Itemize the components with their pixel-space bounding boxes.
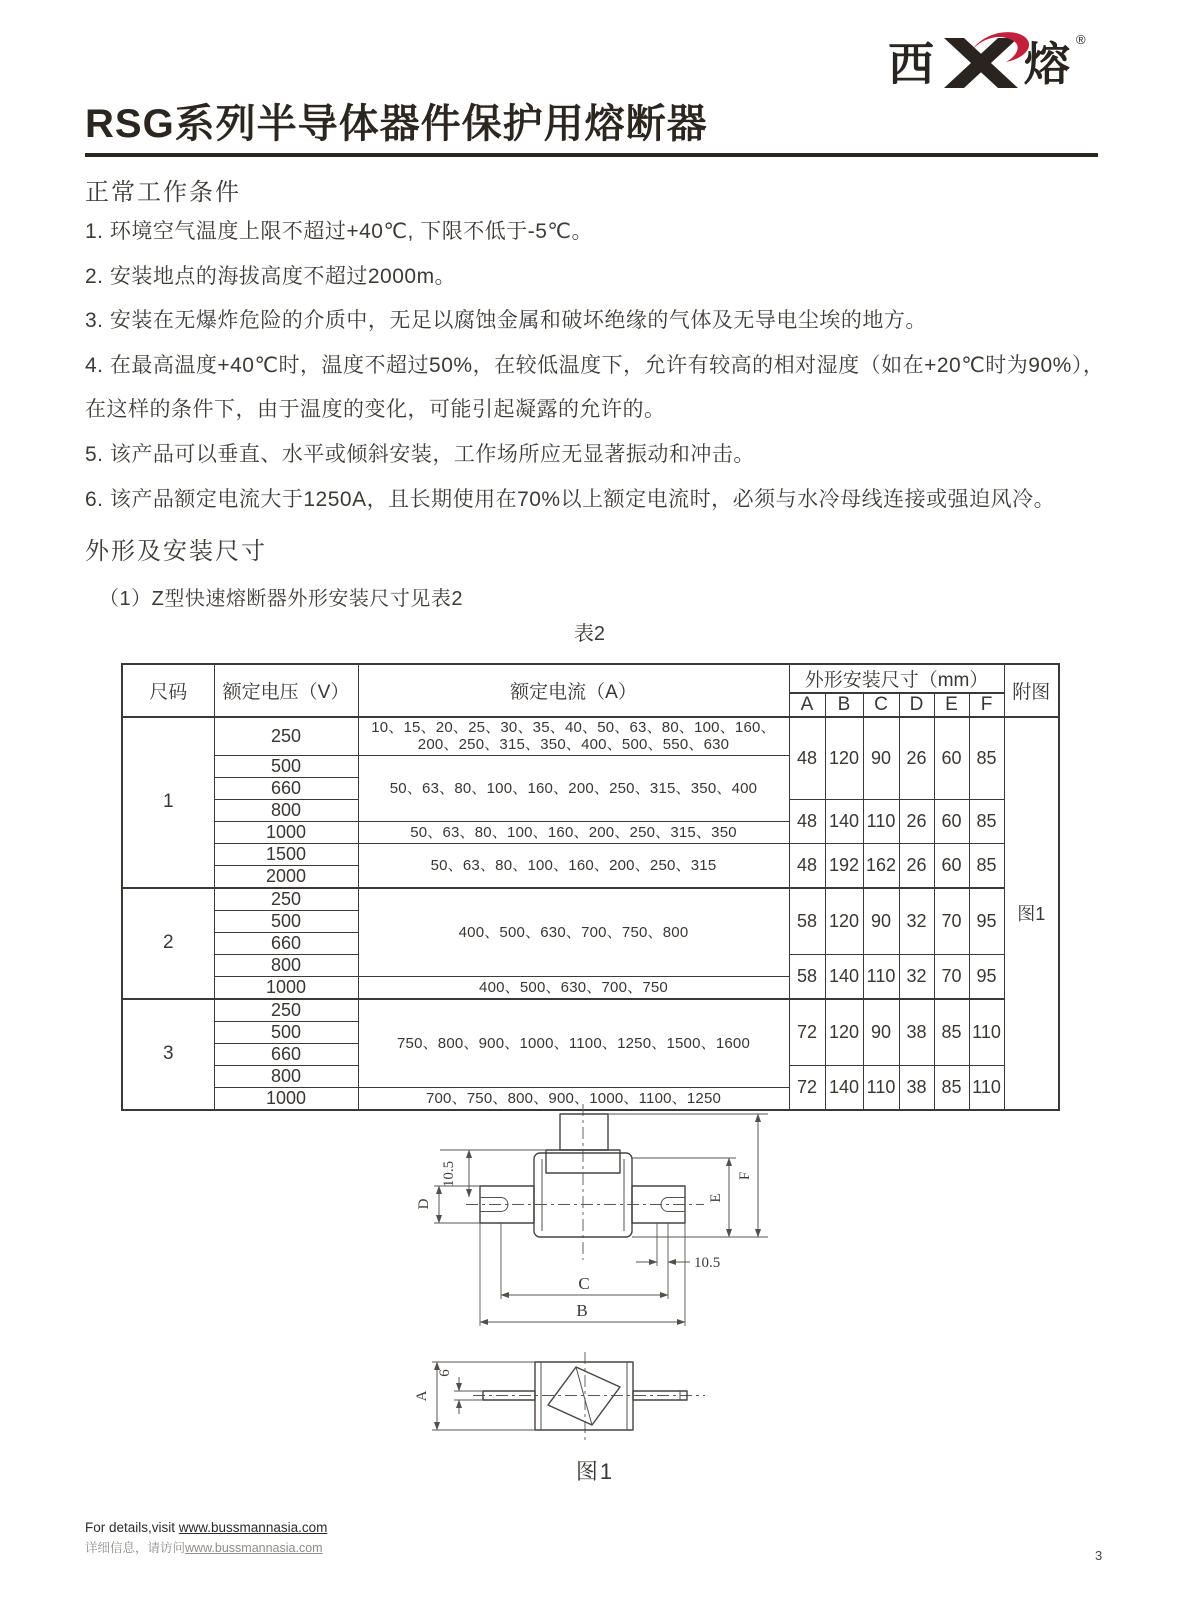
current-cell: 750、800、900、1000、1100、1250、1500、1600 xyxy=(358,999,789,1088)
voltage-cell: 1000 xyxy=(214,976,358,999)
condition-item: 5. 该产品可以垂直、水平或倾斜安装，工作场所应无显著振动和冲击。 xyxy=(85,442,755,466)
dim-value-cell: 85 xyxy=(969,717,1004,799)
dim-value-cell: 85 xyxy=(934,1065,969,1110)
dim-value-cell: 70 xyxy=(934,888,969,955)
dim-label-e: E xyxy=(708,1193,724,1203)
logo-x-mark xyxy=(944,38,1018,88)
col-header-A: A xyxy=(789,693,825,717)
dim-value-cell: 90 xyxy=(863,999,899,1066)
dim-value-cell: 60 xyxy=(934,799,969,843)
size-cell: 3 xyxy=(122,999,214,1110)
conditions-list xyxy=(85,210,1105,522)
col-header-F: F xyxy=(969,693,1004,717)
figure-drawing xyxy=(380,1092,810,1452)
voltage-cell: 660 xyxy=(214,777,358,799)
dim-value-cell: 90 xyxy=(863,888,899,955)
col-header-figure: 附图 xyxy=(1004,664,1059,717)
current-cell: 50、63、80、100、160、200、250、315、350 xyxy=(358,821,789,843)
dim-value-cell: 70 xyxy=(934,954,969,999)
page-footer xyxy=(85,1520,327,1556)
voltage-cell: 800 xyxy=(214,1065,358,1087)
voltage-cell: 500 xyxy=(214,1021,358,1043)
dim-value-cell: 60 xyxy=(934,717,969,799)
dim-value-cell: 58 xyxy=(789,888,825,955)
top-view xyxy=(414,1352,705,1440)
dim-value-cell: 72 xyxy=(789,999,825,1066)
table-note: （1）Z型快速熔断器外形安装尺寸见表2 xyxy=(99,588,463,610)
footer-en-link[interactable]: www.bussmannasia.com xyxy=(178,1520,328,1535)
voltage-cell: 250 xyxy=(214,999,358,1022)
dim-value-cell: 60 xyxy=(934,843,969,888)
page-title: RSG系列半导体器件保护用熔断器 xyxy=(85,102,708,146)
registered-mark: ® xyxy=(1076,32,1086,47)
section-heading-conditions: 正常工作条件 xyxy=(85,179,241,206)
voltage-cell: 1000 xyxy=(214,1087,358,1110)
table-header-row xyxy=(122,664,1059,693)
dim-value-cell: 26 xyxy=(899,799,934,843)
figure-ref-cell: 图1 xyxy=(1004,717,1059,1110)
voltage-cell: 800 xyxy=(214,954,358,976)
col-header-current: 额定电流（A） xyxy=(358,664,789,717)
voltage-cell: 660 xyxy=(214,1043,358,1065)
dim-value-cell: 90 xyxy=(863,717,899,799)
dim-value-cell: 192 xyxy=(825,843,863,888)
table-row xyxy=(122,717,1059,755)
dim-value-cell: 95 xyxy=(969,954,1004,999)
voltage-cell: 250 xyxy=(214,888,358,911)
dim-value-cell: 140 xyxy=(825,1065,863,1110)
dim-value-cell: 85 xyxy=(969,843,1004,888)
figure-caption: 图1 xyxy=(575,1459,615,1484)
current-cell: 700、750、800、900、1000、1100、1250 xyxy=(358,1087,789,1110)
col-header-B: B xyxy=(825,693,863,717)
dim-value-cell: 120 xyxy=(825,717,863,799)
footer-en-prefix: For details,visit xyxy=(85,1520,179,1535)
size-cell: 1 xyxy=(122,717,214,888)
logo-char-left: 西 xyxy=(888,38,934,90)
dim-value-cell: 48 xyxy=(789,843,825,888)
dim-label-b: B xyxy=(576,1301,588,1320)
condition-item: 2. 安装地点的海拔高度不超过2000m。 xyxy=(85,264,457,288)
condition-item: 在这样的条件下，由于温度的变化，可能引起凝露的允许的。 xyxy=(85,398,666,422)
col-header-D: D xyxy=(899,693,934,717)
voltage-cell: 2000 xyxy=(214,865,358,888)
condition-item: 4. 在最高温度+40℃时，温度不超过50%，在较低温度下，允许有较高的相对湿度（如在+20℃时为90%）， xyxy=(85,353,1105,377)
dim-value-cell: 32 xyxy=(899,954,934,999)
current-cell: 400、500、630、700、750 xyxy=(358,976,789,999)
dim-value-cell: 95 xyxy=(969,888,1004,955)
dim-label-10-5-left: 10.5 xyxy=(441,1160,457,1188)
col-header-size: 尺码 xyxy=(122,664,214,717)
dim-value-cell: 110 xyxy=(863,954,899,999)
footer-line-cn xyxy=(85,1538,327,1556)
dim-value-cell: 32 xyxy=(899,888,934,955)
front-view xyxy=(416,1104,768,1326)
col-header-C: C xyxy=(863,693,899,717)
dim-value-cell: 38 xyxy=(899,999,934,1066)
dim-value-cell: 85 xyxy=(934,999,969,1066)
footer-cn-prefix: 详细信息，请访问 xyxy=(85,1541,186,1555)
dim-value-cell: 58 xyxy=(789,954,825,999)
current-cell: 10、15、20、25、30、35、40、50、63、80、100、160、200、250、315、350、400、500、550、630 xyxy=(358,717,789,755)
dim-value-cell: 72 xyxy=(789,1065,825,1110)
voltage-cell: 500 xyxy=(214,910,358,932)
voltage-cell: 660 xyxy=(214,932,358,954)
brand-logo xyxy=(888,28,1093,92)
dim-value-cell: 85 xyxy=(969,799,1004,843)
condition-item: 6. 该产品额定电流大于1250A，且长期使用在70%以上额定电流时，必须与水冷母线连接或强迫风冷。 xyxy=(85,487,1056,511)
dim-value-cell: 110 xyxy=(969,1065,1004,1110)
footer-cn-link[interactable]: www.bussmannasia.com xyxy=(185,1541,323,1555)
section-heading-dimensions: 外形及安装尺寸 xyxy=(85,538,267,565)
dim-value-cell: 120 xyxy=(825,999,863,1066)
dim-label-d: D xyxy=(416,1198,432,1210)
dim-value-cell: 110 xyxy=(969,999,1004,1066)
table-caption: 表2 xyxy=(573,623,606,645)
voltage-cell: 800 xyxy=(214,799,358,821)
current-cell: 400、500、630、700、750、800 xyxy=(358,888,789,977)
dim-value-cell: 110 xyxy=(863,1065,899,1110)
voltage-cell: 1000 xyxy=(214,821,358,843)
title-underline xyxy=(85,153,1098,157)
col-header-dims: 外形安装尺寸（mm） xyxy=(789,664,1004,693)
table-row xyxy=(122,888,1059,911)
dim-value-cell: 26 xyxy=(899,717,934,799)
voltage-cell: 250 xyxy=(214,717,358,755)
dim-label-f: F xyxy=(737,1171,753,1181)
footer-line-en xyxy=(85,1520,327,1535)
condition-item: 1. 环境空气温度上限不超过+40℃, 下限不低于-5℃。 xyxy=(85,220,593,243)
dim-value-cell: 38 xyxy=(899,1065,934,1110)
current-cell: 50、63、80、100、160、200、250、315 xyxy=(358,843,789,888)
col-header-E: E xyxy=(934,693,969,717)
condition-item: 3. 安装在无爆炸危险的介质中，无足以腐蚀金属和破坏绝缘的气体及无导电尘埃的地方。 xyxy=(85,309,927,333)
dim-value-cell: 140 xyxy=(825,954,863,999)
dim-value-cell: 48 xyxy=(789,799,825,843)
dim-label-a: A xyxy=(414,1390,430,1402)
dim-label-6: 6 xyxy=(437,1369,453,1377)
logo-char-right: 熔 xyxy=(1024,38,1070,90)
current-cell: 50、63、80、100、160、200、250、315、350、400 xyxy=(358,755,789,821)
voltage-cell: 1500 xyxy=(214,843,358,865)
dim-label-10-5-right: 10.5 xyxy=(694,1255,721,1271)
dim-value-cell: 120 xyxy=(825,888,863,955)
voltage-cell: 500 xyxy=(214,755,358,777)
dim-value-cell: 110 xyxy=(863,799,899,843)
col-header-voltage: 额定电压（V） xyxy=(214,664,358,717)
table-row xyxy=(122,999,1059,1022)
dim-value-cell: 48 xyxy=(789,717,825,799)
top-blade xyxy=(560,1114,608,1150)
size-cell: 2 xyxy=(122,888,214,999)
dim-value-cell: 140 xyxy=(825,799,863,843)
page-number: 3 xyxy=(1095,1548,1103,1563)
dim-value-cell: 26 xyxy=(899,843,934,888)
dim-label-c: C xyxy=(578,1274,590,1293)
dim-value-cell: 162 xyxy=(863,843,899,888)
table-row xyxy=(122,843,1059,865)
dimensions-table xyxy=(121,663,1060,1111)
